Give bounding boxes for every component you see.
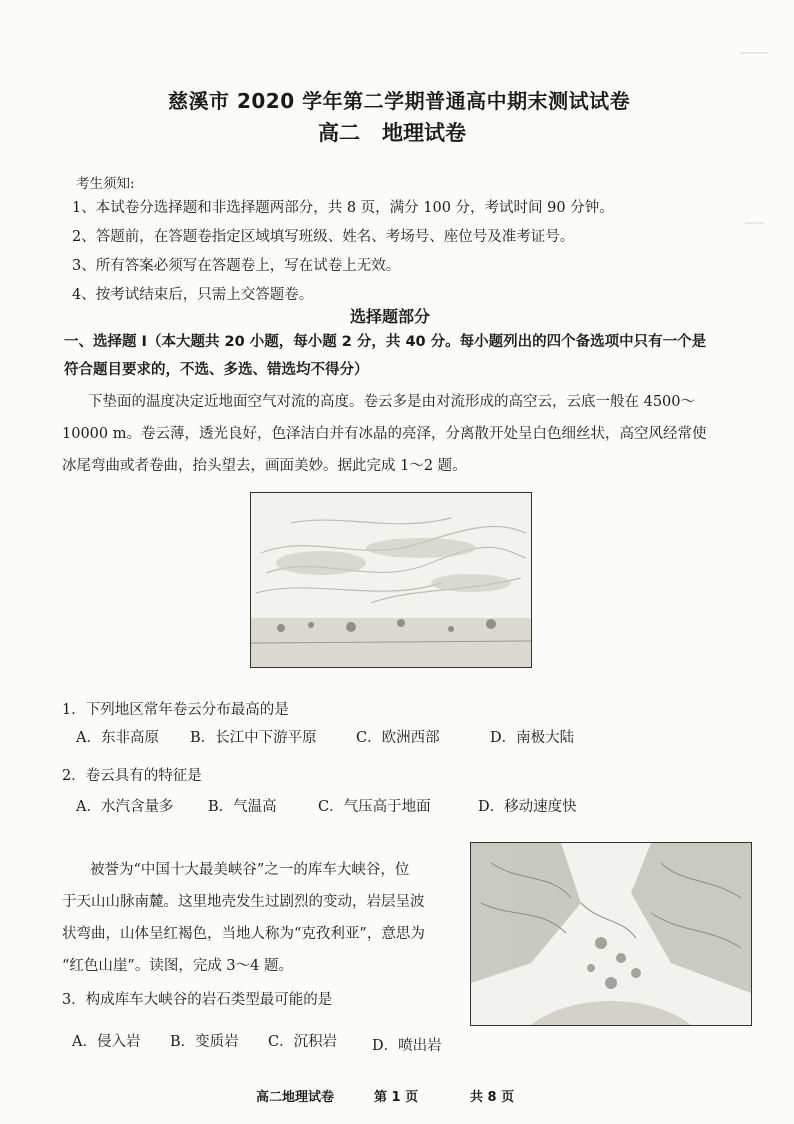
passage-line: 于天山山脉南麓。这里地壳发生过剧烈的变动，岩层呈波 [62,894,425,910]
bleed-through-mark: ▁▁▁ [740,40,768,54]
section-intro-line2: 符合题目要求的，不选、多选、错选均不得分） [64,362,369,378]
option-a: A．水汽含量多 [76,799,174,815]
section-title: 选择题部分 [350,307,431,326]
question-stem: 3．构成库车大峡谷的岩石类型最可能的是 [62,992,333,1008]
kuqa-canyon-photo [470,842,752,1026]
option-b: B．气温高 [208,799,277,815]
subtitle-grade: 高二 [318,121,360,145]
subtitle-subject: 地理试卷 [382,121,466,145]
exam-title: 慈溪市 2020 学年第二学期普通高中期末测试试卷 [168,89,631,113]
option-b: B．变质岩 [170,1034,239,1050]
cirrus-cloud-photo [250,492,532,668]
passage-line: 下垫面的温度决定近地面空气对流的高度。卷云多是由对流形成的高空云，云底一般在 4500～ [88,394,696,410]
cirrus-cloud-illustration [251,493,531,667]
option-c: C．气压高于地面 [318,799,431,815]
footer-total: 共 8 页 [470,1090,515,1105]
option-d: D．喷出岩 [372,1038,442,1054]
passage-line: 冰尾弯曲或者卷曲，抬头望去，画面美妙。据此完成 1～2 题。 [62,458,467,474]
exam-subtitle [318,117,466,147]
footer-subject: 高二地理试卷 [256,1090,335,1105]
option-d: D．移动速度快 [478,799,577,815]
notice-heading: 考生须知: [76,176,135,192]
question-stem: 1．下列地区常年卷云分布最高的是 [62,702,289,718]
footer-page: 第 1 页 [374,1090,419,1105]
option-c: C．欧洲西部 [356,730,440,746]
notice-item: 4、按考试结束后，只需上交答题卷。 [72,287,314,303]
notice-item: 1、本试卷分选择题和非选择题两部分，共 8 页，满分 100 分，考试时间 90 分钟。 [72,200,614,216]
section-intro-line1: 一、选择题 I（本大题共 20 小题，每小题 2 分，共 40 分。每小题列出的四个备选项中只有一个是 [64,334,707,350]
option-a: A．东非高原 [76,730,159,746]
bleed-through-mark: ▁▁ [745,210,764,224]
canyon-illustration [471,843,751,1025]
notice-item: 3、所有答案必须写在答题卷上，写在试卷上无效。 [72,258,401,274]
passage-line: 被誉为“中国十大最美峡谷”之一的库车大峡谷，位 [90,862,410,878]
passage-line: “红色山崖”。读图，完成 3～4 题。 [62,958,293,974]
question-stem: 2．卷云具有的特征是 [62,768,202,784]
notice-item: 2、答题前，在答题卷指定区域填写班级、姓名、考场号、座位号及准考证号。 [72,229,575,245]
passage-line: 10000 m。卷云薄，透光良好，色泽洁白并有冰晶的亮泽，分离散开处呈白色细丝状，高空风经常使 [62,426,707,442]
option-d: D．南极大陆 [490,730,575,746]
option-c: C．沉积岩 [268,1034,338,1050]
option-a: A．侵入岩 [72,1034,141,1050]
option-b: B．长江中下游平原 [190,730,317,746]
passage-line: 状弯曲，山体呈红褐色，当地人称为“克孜利亚”，意思为 [62,926,425,942]
